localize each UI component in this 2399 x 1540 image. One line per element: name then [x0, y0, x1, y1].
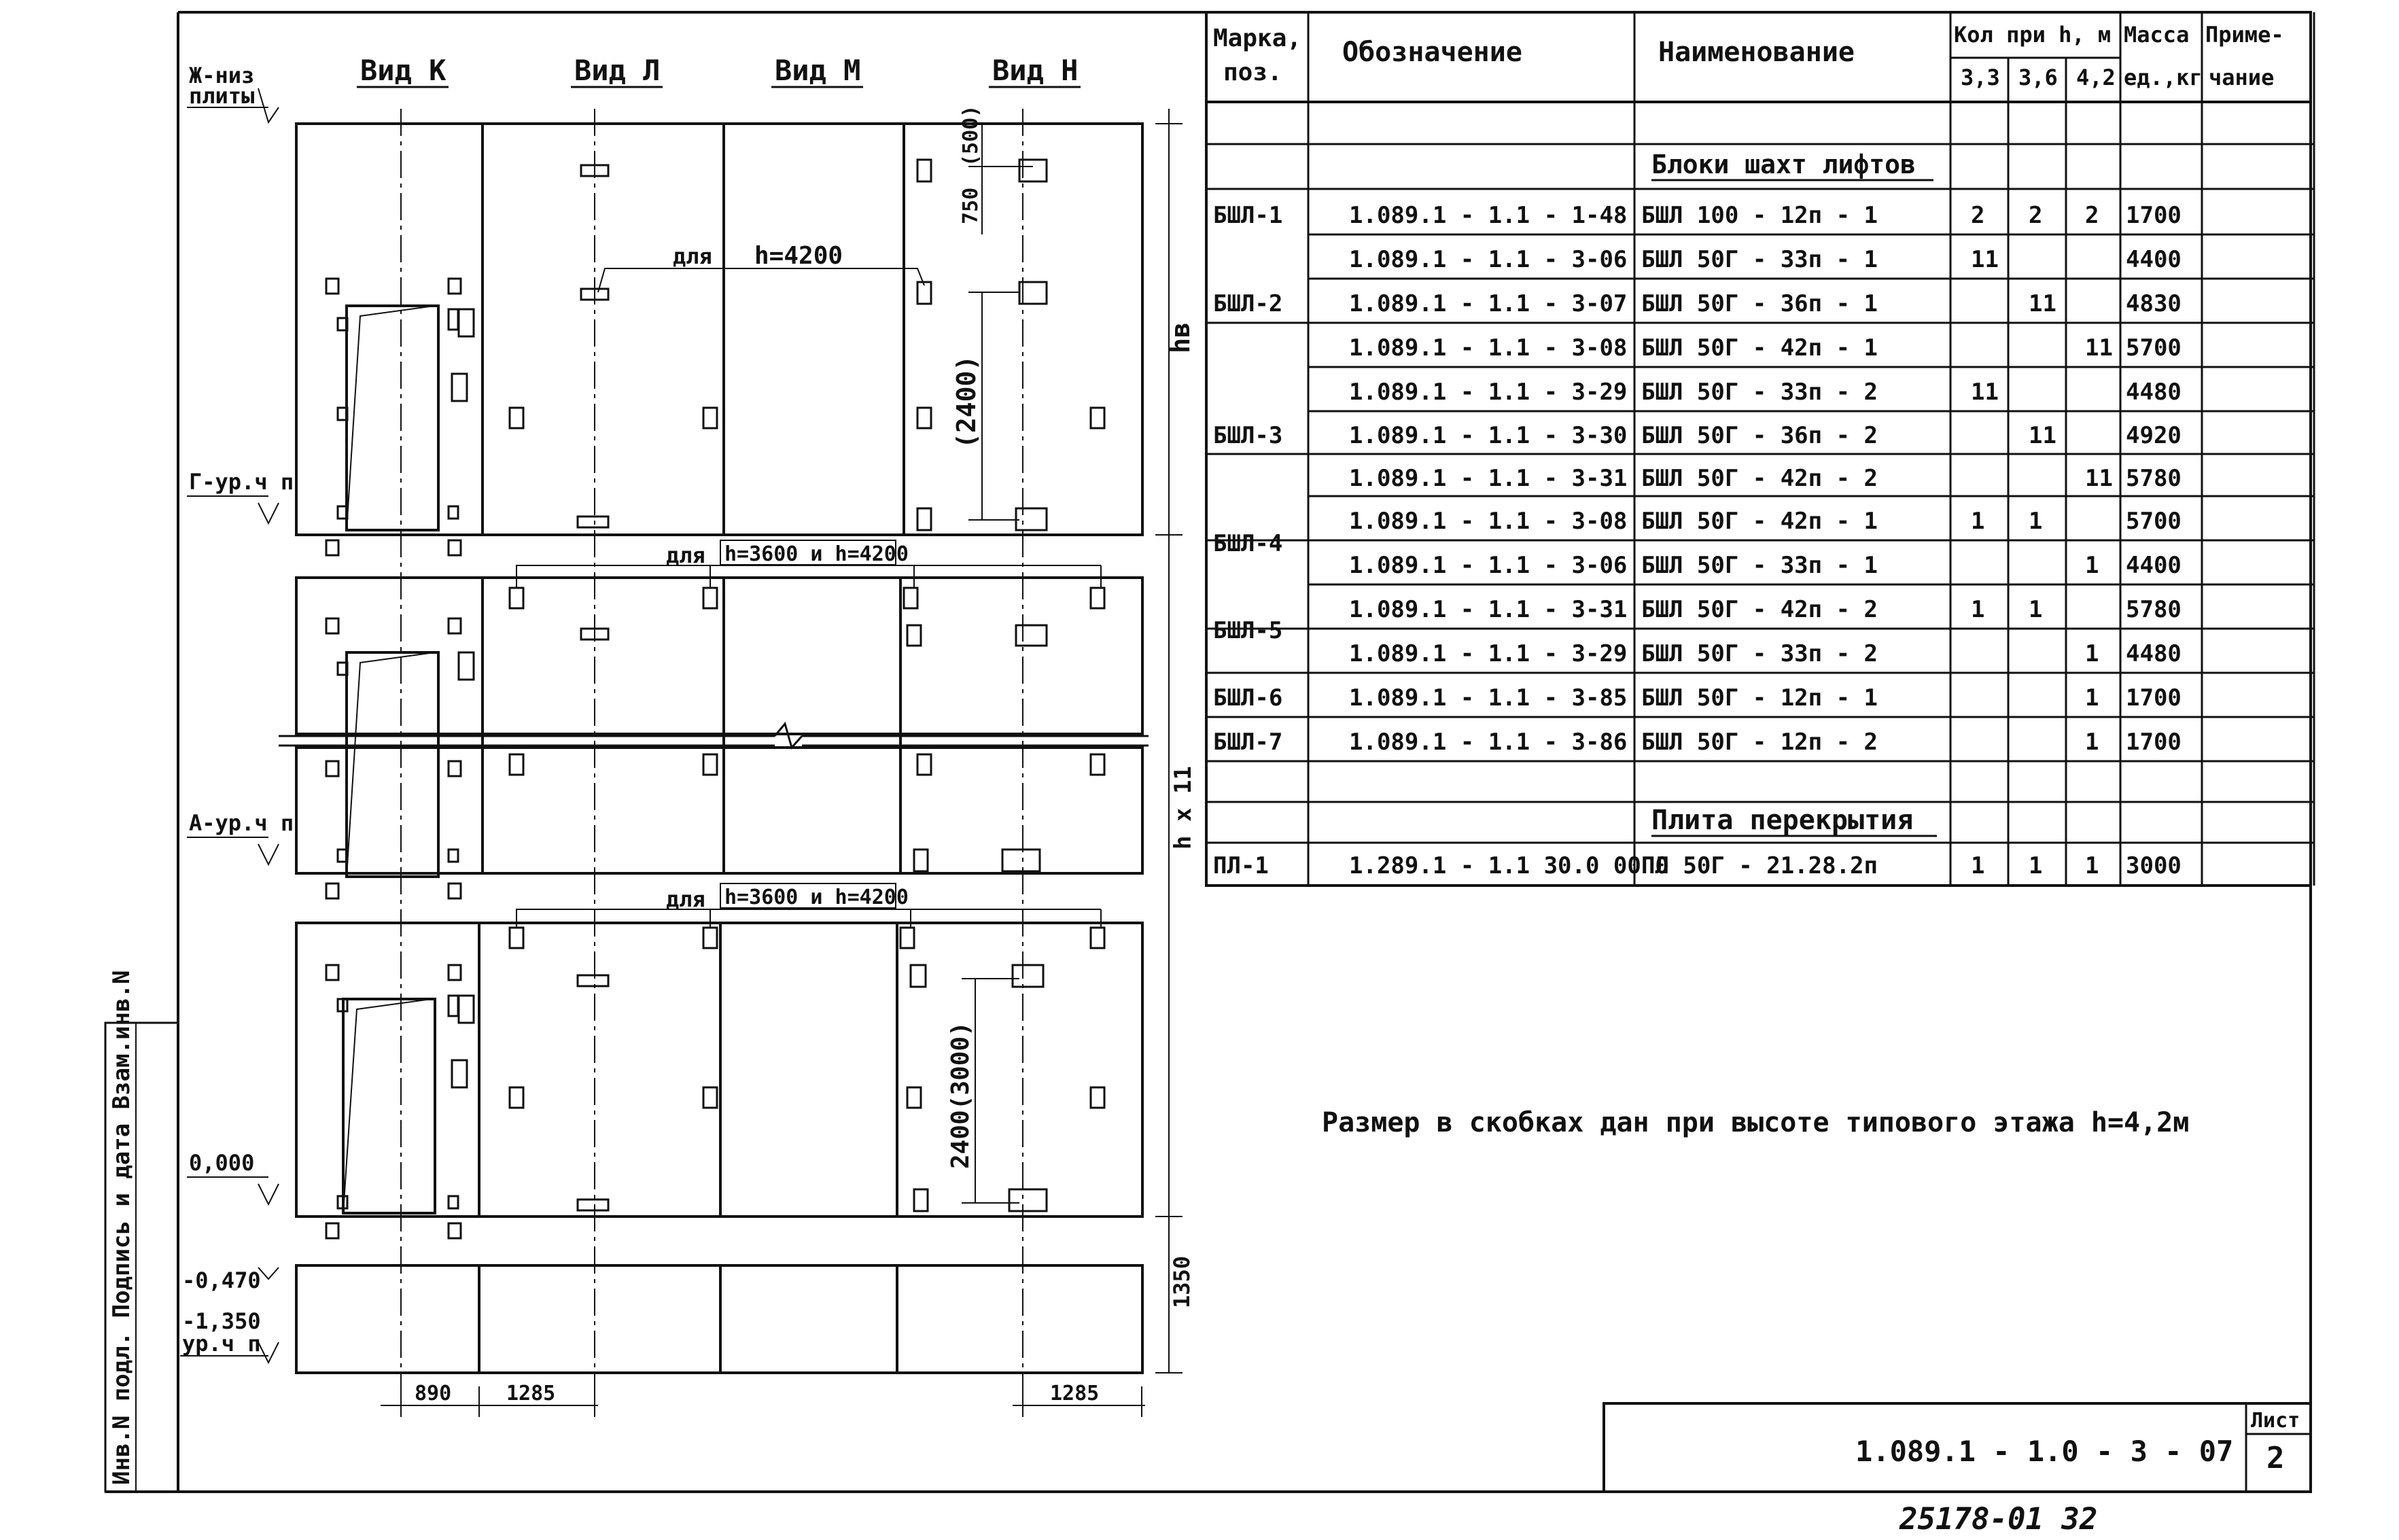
th-mark-2: поз.	[1223, 58, 1282, 86]
cell-mark: БШЛ-5	[1213, 617, 1283, 644]
cell-qty-36: 1	[2029, 596, 2043, 623]
sheet-number: 2	[2266, 1441, 2285, 1475]
left-stamp	[105, 970, 178, 1492]
cell-qty-42: 11	[2085, 334, 2113, 362]
cell-mass: 4480	[2126, 379, 2182, 406]
footnote: Размер в скобках дан при высоте типового этажа h=4,2м	[1322, 1107, 2190, 1138]
level-m1350-sub: ур.ч п	[182, 1331, 261, 1357]
cell-mass: 1700	[2126, 684, 2182, 712]
th-mark-1: Марка,	[1213, 24, 1302, 52]
view-label-n: Вид Н	[992, 54, 1079, 87]
cell-qty-36: 2	[2029, 202, 2043, 229]
cell-mark: ПЛ-1	[1213, 852, 1269, 879]
cell-designation: 1.089.1 - 1.1 - 3-29	[1349, 640, 1628, 667]
level-a: А-ур.ч п	[189, 810, 294, 836]
th-mass-1: Масса	[2124, 22, 2190, 48]
elevation-blocks	[296, 124, 1142, 1373]
title-code: 1.089.1 - 1.0 - 3 - 07	[1855, 1435, 2234, 1468]
cell-qty-42: 1	[2085, 684, 2099, 712]
door-openings	[343, 306, 438, 1213]
cell-mass: 4400	[2126, 246, 2182, 273]
cell-qty-33: 1	[1971, 596, 1985, 623]
cell-mass: 4400	[2126, 552, 2182, 579]
cell-designation: 1.289.1 - 1.1 30.0 00 0	[1349, 852, 1669, 879]
sheet-label: Лист	[2251, 1409, 2300, 1433]
note-4200-value: h=4200	[754, 242, 843, 270]
cell-qty-33: 1	[1971, 508, 1985, 535]
dim-2400-3000: 2400(3000)	[947, 1021, 975, 1169]
cell-name: БШЛ 50Г - 12п - 1	[1641, 684, 1878, 712]
cell-mass: 4830	[2126, 290, 2182, 317]
view-label-l: Вид Л	[574, 54, 661, 87]
cell-qty-33: 2	[1971, 202, 1985, 229]
view-label-k: Вид К	[360, 54, 446, 87]
cell-designation: 1.089.1 - 1.1 - 3-06	[1349, 552, 1628, 579]
view-label-m: Вид М	[775, 54, 861, 87]
break-line	[279, 724, 1149, 748]
level-m0470: -0,470	[182, 1267, 261, 1293]
cell-mark: БШЛ-1	[1213, 202, 1283, 229]
cell-mass: 4920	[2126, 422, 2182, 449]
cell-name: БШЛ 50Г - 42п - 2	[1641, 596, 1878, 623]
th-qty-33: 3,3	[1961, 65, 2000, 90]
cell-name: БШЛ 50Г - 36п - 1	[1641, 290, 1878, 317]
cell-name: БШЛ 100 - 12п - 1	[1641, 202, 1878, 229]
cell-mark: БШЛ-7	[1213, 729, 1283, 756]
note-3600a-for: для	[666, 542, 705, 568]
cell-mass: 4480	[2126, 640, 2182, 667]
cell-qty-36: 1	[2029, 852, 2043, 879]
th-mass-2: ед.,кг	[2124, 65, 2203, 90]
level-g: Г-ур.ч п	[189, 469, 294, 495]
cell-designation: 1.089.1 - 1.1 - 3-06	[1349, 246, 1628, 273]
level-top-line1: Ж-низ	[189, 63, 255, 88]
level-zero: 0,000	[189, 1150, 255, 1176]
cell-qty-36: 1	[2029, 508, 2043, 535]
cell-mass: 5700	[2126, 334, 2182, 362]
th-name: Наименование	[1658, 37, 1855, 68]
dim-hx11: h x 11	[1170, 766, 1197, 850]
cell-mass: 1700	[2126, 729, 2182, 756]
note-3600a-value: h=3600 и h=4200	[724, 542, 909, 566]
cell-name: БШЛ 50Г - 42п - 1	[1641, 508, 1878, 535]
note-3600b-value: h=3600 и h=4200	[724, 886, 909, 909]
section-shaft-blocks: Блоки шахт лифтов	[1651, 150, 1916, 179]
cell-name: БШЛ 50Г - 42п - 1	[1641, 334, 1878, 362]
archive-number: 25178-01 32	[1899, 1502, 2098, 1537]
cell-qty-33: 11	[1971, 379, 1999, 406]
dim-1350: 1350	[1169, 1255, 1195, 1308]
cell-qty-42: 1	[2085, 729, 2099, 756]
level-m1350: -1,350	[182, 1308, 261, 1334]
cell-name: ПЛ 50Г - 21.28.2п	[1641, 852, 1878, 879]
level-top-line2: плиты	[189, 83, 255, 109]
cell-designation: 1.089.1 - 1.1 - 3-29	[1349, 379, 1628, 406]
note-3600b-for: для	[666, 886, 705, 912]
th-qty-36: 3,6	[2018, 65, 2058, 90]
spec-table	[1206, 12, 2314, 886]
cell-name: БШЛ 50Г - 42п - 2	[1641, 465, 1878, 492]
cell-name: БШЛ 50Г - 33п - 1	[1641, 246, 1878, 273]
cell-name: БШЛ 50Г - 12п - 2	[1641, 729, 1878, 756]
cell-mark: БШЛ-4	[1213, 530, 1283, 557]
cell-mark: БШЛ-6	[1213, 684, 1283, 712]
drawing-notes	[516, 242, 1101, 928]
cell-designation: 1.089.1 - 1.1 - 3-07	[1349, 290, 1628, 317]
cell-mass: 1700	[2126, 202, 2182, 229]
cell-designation: 1.089.1 - 1.1 - 3-31	[1349, 465, 1628, 492]
cell-qty-36: 11	[2029, 422, 2056, 449]
cell-qty-42: 1	[2085, 552, 2099, 579]
th-note-2: чание	[2209, 65, 2275, 90]
cell-mass: 3000	[2126, 852, 2182, 879]
cell-designation: 1.089.1 - 1.1 - 3-31	[1349, 596, 1628, 623]
dim-1285a: 1285	[506, 1382, 556, 1405]
cell-mass: 5780	[2126, 596, 2182, 623]
cell-designation: 1.089.1 - 1.1 - 3-86	[1349, 729, 1628, 756]
cell-name: БШЛ 50Г - 33п - 2	[1641, 640, 1878, 667]
cell-name: БШЛ 50Г - 33п - 2	[1641, 379, 1878, 406]
cell-designation: 1.089.1 - 1.1 - 3-85	[1349, 684, 1628, 712]
cell-qty-36: 11	[2029, 290, 2056, 317]
cell-qty-42: 1	[2085, 640, 2099, 667]
view-labels	[357, 54, 1081, 87]
cell-designation: 1.089.1 - 1.1 - 3-08	[1349, 508, 1628, 535]
cell-mass: 5780	[2126, 465, 2182, 492]
cell-designation: 1.089.1 - 1.1 - 1-48	[1349, 202, 1628, 229]
dim-1285b: 1285	[1050, 1382, 1100, 1405]
level-marks	[180, 63, 294, 1363]
cell-name: БШЛ 50Г - 33п - 1	[1641, 552, 1878, 579]
note-4200-for: для	[673, 243, 712, 269]
cell-qty-42: 1	[2085, 852, 2099, 879]
cell-designation: 1.089.1 - 1.1 - 3-30	[1349, 422, 1628, 449]
dim-2400: (2400)	[951, 355, 981, 449]
cell-qty-42: 11	[2085, 465, 2113, 492]
cell-mass: 5700	[2126, 508, 2182, 535]
th-qty-42: 4,2	[2076, 65, 2116, 90]
cell-qty-42: 2	[2085, 202, 2099, 229]
cell-designation: 1.089.1 - 1.1 - 3-08	[1349, 334, 1628, 362]
dim-750: 750	[959, 187, 983, 224]
dim-500: (500)	[959, 105, 983, 167]
section-slab: Плита перекрытия	[1651, 805, 1914, 836]
dim-890: 890	[415, 1382, 452, 1405]
cell-mark: БШЛ-2	[1213, 290, 1283, 317]
th-designation: Обозначение	[1342, 37, 1522, 68]
th-qty: Кол при h, м	[1954, 22, 2112, 48]
dimensions	[381, 105, 1197, 1417]
cell-qty-33: 1	[1971, 852, 1985, 879]
dim-hb: hв	[1166, 322, 1195, 353]
title-block	[1604, 1403, 2311, 1492]
th-note-1: Приме-	[2205, 22, 2284, 48]
left-stamp-text: Инв.N подл. Подпись и дата Взам.инв.N	[108, 970, 135, 1485]
cell-name: БШЛ 50Г - 36п - 2	[1641, 422, 1878, 449]
cell-mark: БШЛ-3	[1213, 422, 1283, 449]
embedded-parts	[326, 160, 1104, 1238]
cell-qty-33: 11	[1971, 246, 1999, 273]
